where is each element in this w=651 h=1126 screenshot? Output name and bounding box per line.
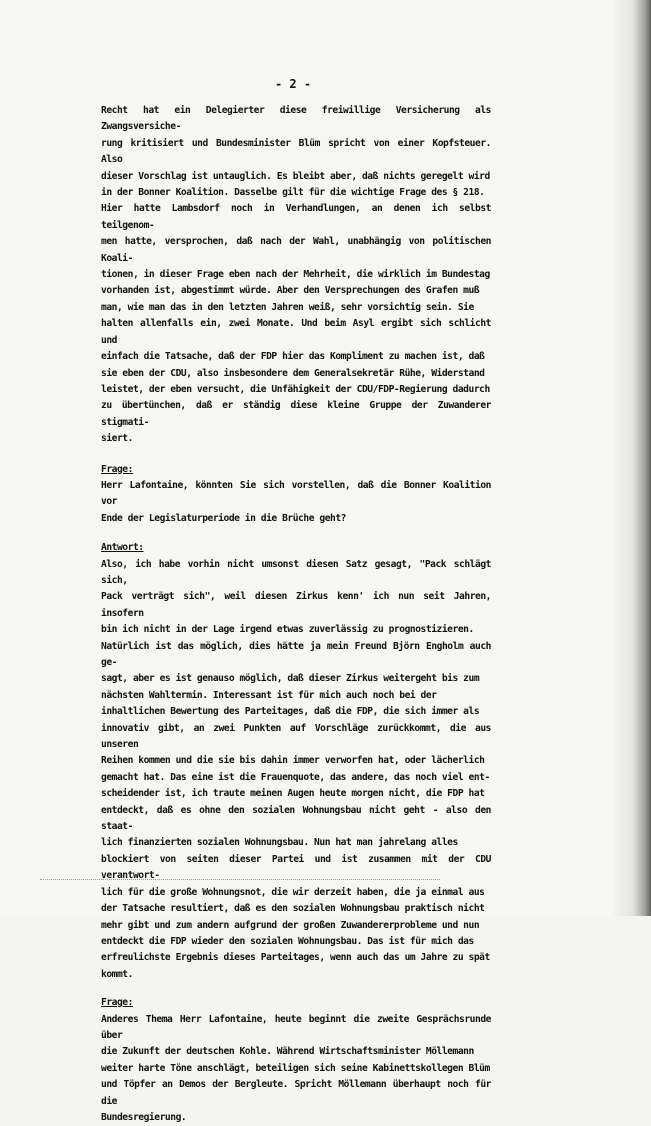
answer-label: Antwort:	[101, 542, 144, 554]
scan-edge-shadow	[611, 0, 651, 916]
scan-artifact-line	[40, 879, 440, 881]
question-text: Herr Lafontaine, könnten Sie sich vorstellen, daß die Bonner Koalition vor Ende der Legislaturperiode in die Brüche geht?	[101, 479, 491, 524]
question-text: Anderes Thema Herr Lafontaine, heute beginnt die zweite Gesprächsrunde über die Zukunft der deutschen Kohle. Während Wirtschaftsminister Möllemann weiter harte Töne anschlägt, beteiligen sich seine Kabinettskollegen Blüm und Töpfer an Demos der Bergleute. Spricht Möllemann überhaupt noch für die Bundesregierung.	[101, 1013, 491, 1123]
document-body	[101, 103, 491, 1126]
question-label: Frage:	[101, 463, 133, 475]
question-label: Frage:	[101, 997, 133, 1009]
paragraph-continuation: Recht hat ein Delegierter diese freiwillige Versicherung als Zwangsversiche- rung kritisiert und Bundesminister Blüm spricht von einer Kopfsteuer. Also dieser Vorschlag ist untauglich. Es bleibt aber, daß nichts geregelt wird in der Bonner Koalition. Dasselbe gilt für die wichtige Frage des § 218. Hier hatte Lambsdorf noch in Verhandlungen, an denen ich selbst teilgenom- men hatte, versprochen, daß nach der Wahl, unabhängig von politischen Koali- tionen, in dieser Frage eben nach der Mehrheit, die wirklich im Bundestag vorhanden ist, abgestimmt würde. Aber den Versprechungen des Grafen muß man, wie man das in den letzten Jahren weiß, sehr vorsichtig sein. Sie halten allenfalls ein, zwei Monate. Und beim Asyl ergibt sich schlicht und einfach die Tatsache, daß der FDP hier das Kompliment zu machen ist, daß sie eben der CDU, also insbesondere dem Generalsekretär Rühe, Widerstand leistet, der eben versucht, die Unfähigkeit der CDU/FDP-Regierung dadurch zu übertünchen, daß er ständig diese kleine Gruppe der Zuwanderer stigmati- siert.	[101, 105, 491, 445]
page-number: - 2 -	[274, 77, 312, 91]
answer-text: Also, ich habe vorhin nicht umsonst diesen Satz gesagt, "Pack schlägt sich, Pack verträgt sich", weil diesen Zirkus kenn' ich nun seit Jahren, insofern bin ich nicht in der Lage irgend etwas zuverlässig zu prognostizieren. Natürlich ist das möglich, dies hätte ja mein Freund Björn Engholm auch ge- sagt, aber es ist genauso möglich, daß dieser Zirkus weitergeht bis zum nächsten Wahltermin. Interessant ist für mich auch noch bei der inhaltlichen Bewertung des Parteitages, daß die FDP, die sich immer als innovativ gibt, an zwei Punkten auf Vorschläge zurückkommt, die aus unseren Reihen kommen und die sie bis dahin immer verworfen hat, oder lächerlich gemacht hat. Das eine ist die Frauenquote, das andere, das noch viel ent- scheidender ist, ich traute meinen Augen heute morgen nicht, die FDP hat entdeckt, daß es ohne den sozialen Wohnungsbau nicht geht - also den staat- lich finanzierten sozialen Wohnungsbau. Nun hat man jahrelang alles blockiert von seiten dieser Partei und ist zusammen mit der CDU verantwort- lich für die große Wohnungsnot, die wir derzeit haben, die ja einmal aus der Tatsache resultiert, daß es den sozialen Wohnungsbau praktisch nicht mehr gibt und zum andern aufgrund der großen Zuwandererprobleme und nun entdeckt die FDP wieder den sozialen Wohnungsbau. Das ist für mich das erfreulichste Ergebnis dieses Parteitages, wenn auch das um Jahre zu spät kommt.	[101, 558, 491, 980]
